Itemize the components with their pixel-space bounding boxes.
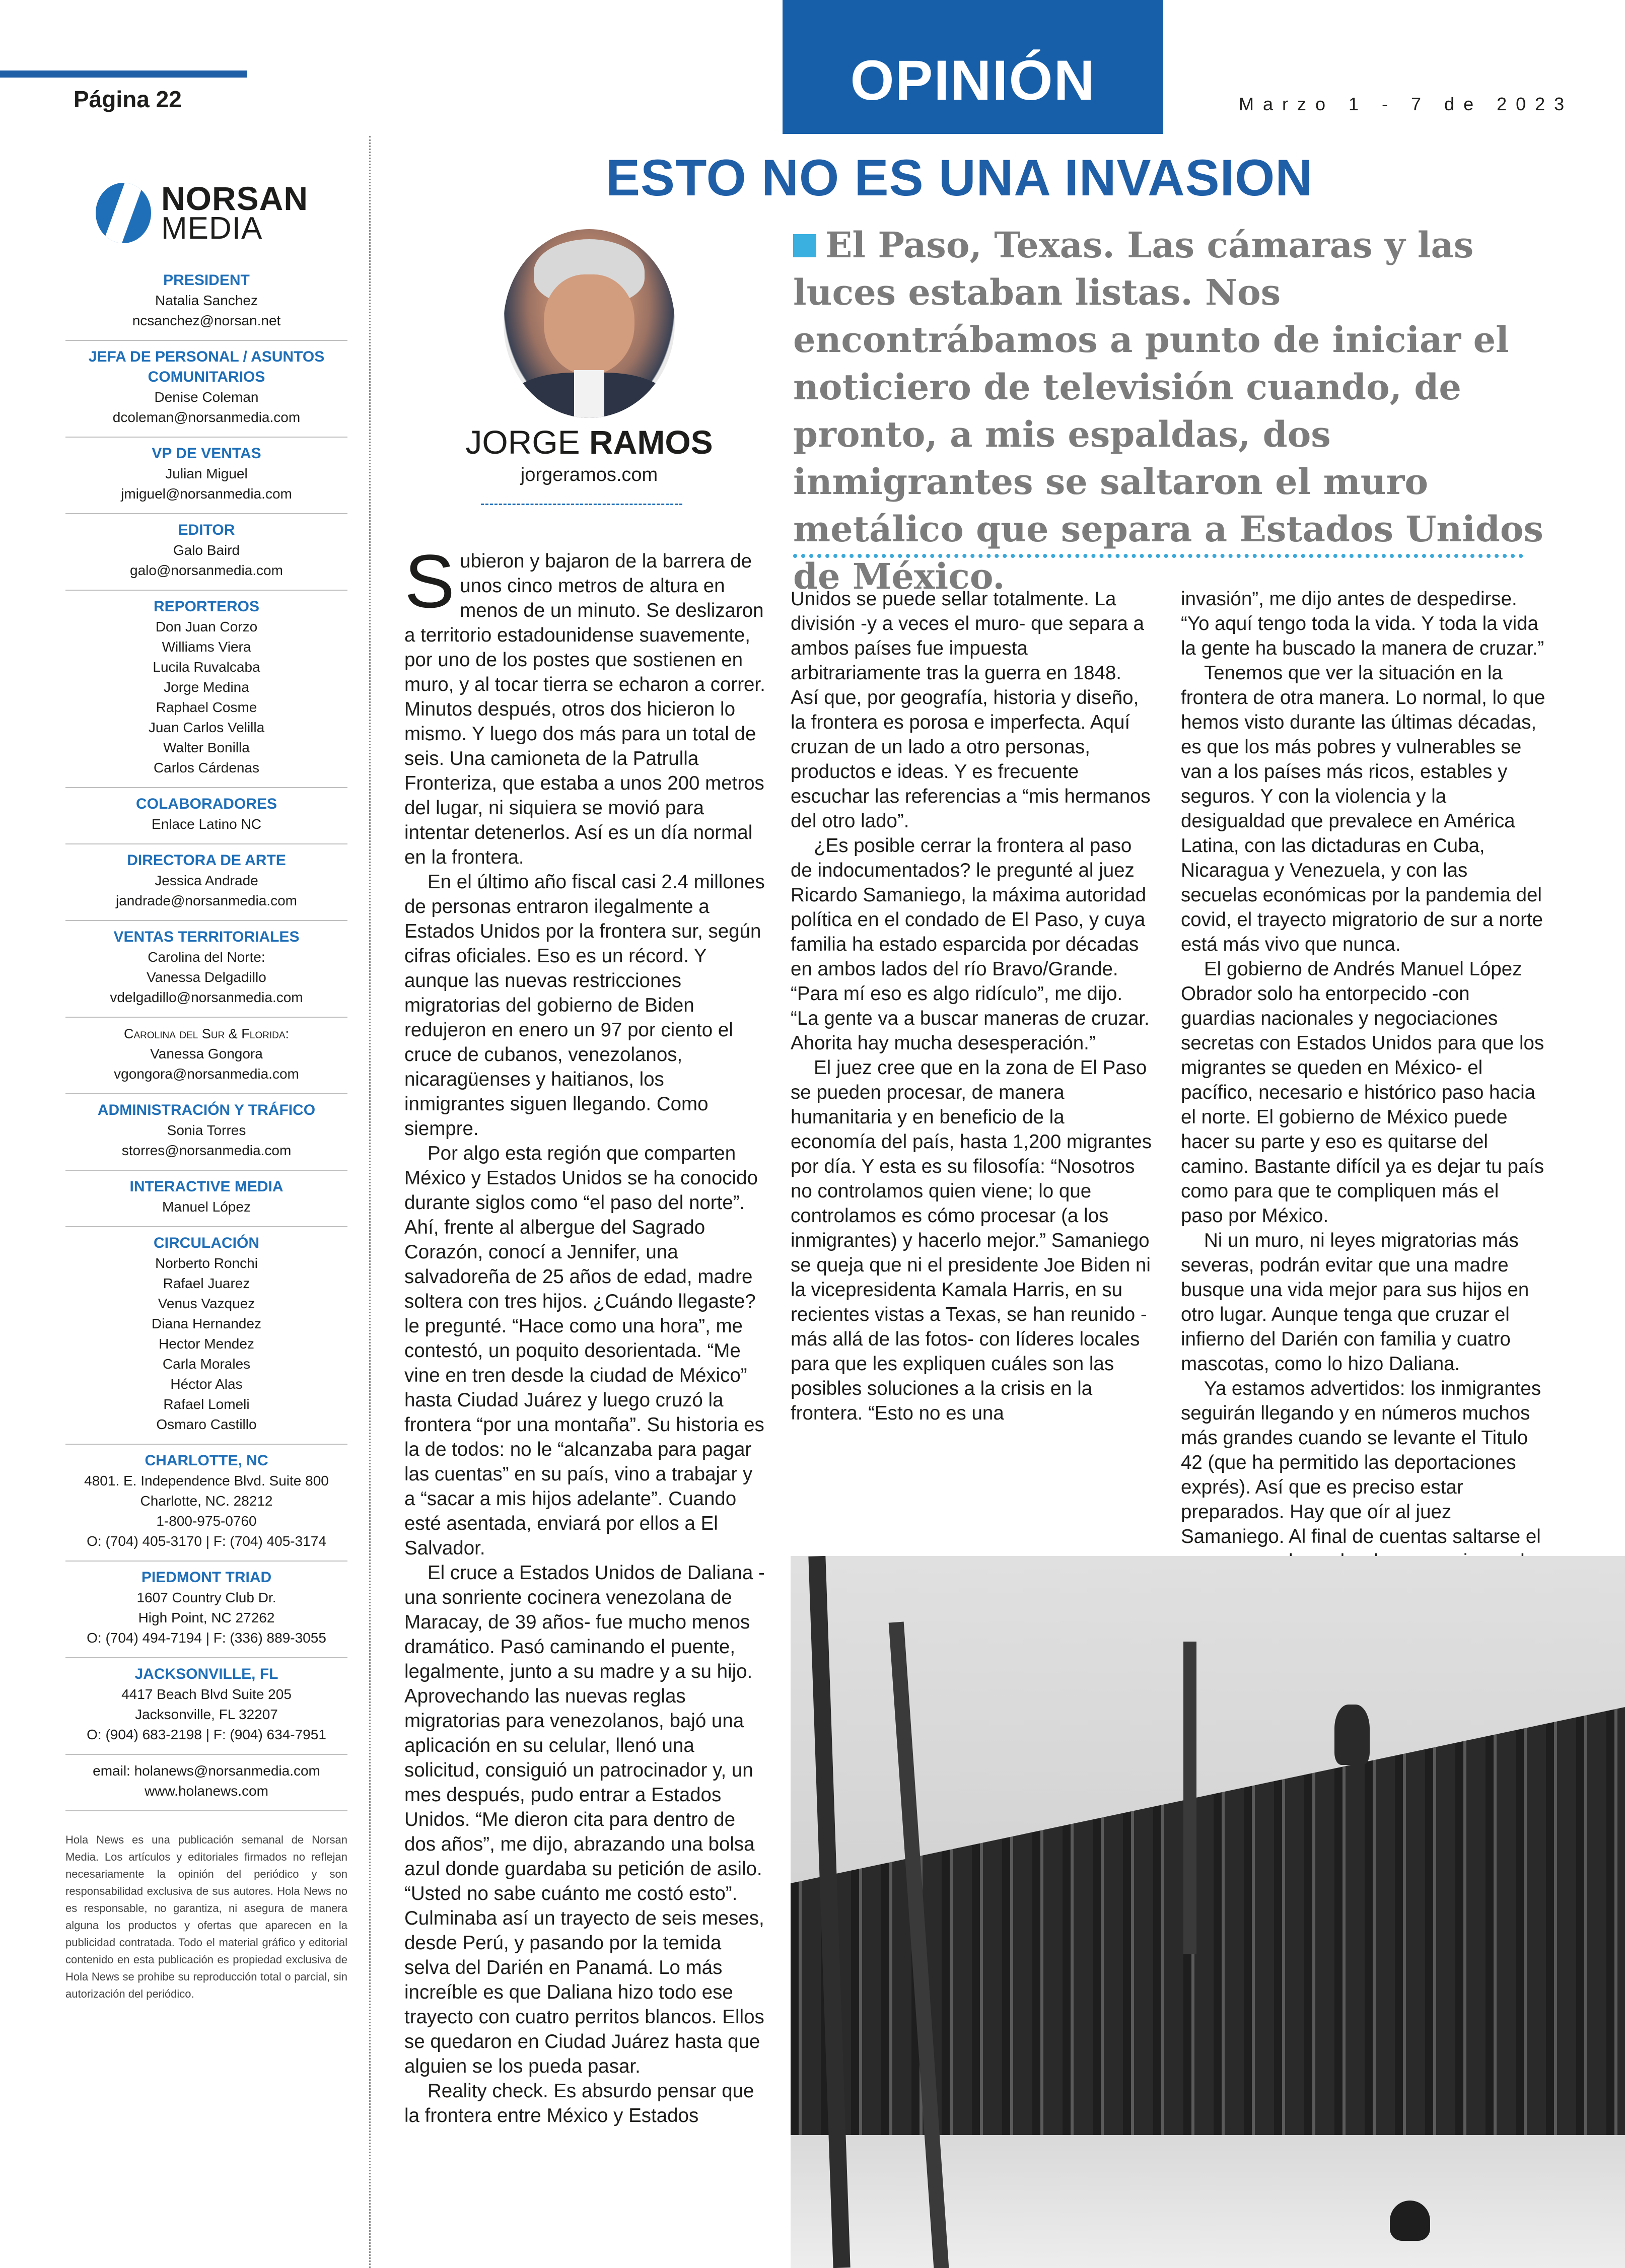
- staff-heading: VP DE VENTAS: [152, 445, 261, 462]
- staff-block: [65, 1094, 347, 1171]
- staff-line: 1-800-975-0760: [156, 1513, 257, 1529]
- staff-line: Rafael Juarez: [163, 1275, 250, 1291]
- staff-line: Carlos Cárdenas: [153, 760, 260, 775]
- deck-square-icon: [793, 234, 816, 257]
- staff-line: Raphael Cosme: [156, 699, 257, 715]
- staff-line: High Point, NC 27262: [138, 1610, 275, 1625]
- staff-line: Carla Morales: [162, 1356, 251, 1372]
- section-label: OPINIÓN: [850, 49, 1096, 112]
- crouching-person-figure: [1390, 2201, 1430, 2241]
- masthead-sidebar: [65, 179, 347, 2003]
- author-photo: [504, 229, 675, 418]
- issue-date: Marzo 1 - 7 de 2023: [1239, 94, 1574, 114]
- sidebar-divider: [369, 136, 371, 2268]
- staff-block: [65, 264, 347, 341]
- staff-line: O: (704) 494-7194 | F: (336) 889-3055: [87, 1630, 326, 1646]
- author-first-name: JORGE: [465, 423, 580, 461]
- article-paragraph: [404, 539, 767, 870]
- staff-line: storres@norsanmedia.com: [121, 1143, 292, 1158]
- logo-word-secondary: MEDIA: [161, 211, 263, 246]
- staff-line: Diana Hernandez: [152, 1316, 261, 1331]
- staff-block: [65, 514, 347, 591]
- staff-line: Jorge Medina: [164, 679, 249, 695]
- paragraph-text: ubieron y bajaron de la barrera de unos cinco metros de altura en menos de un minuto. Se deslizaron a territorio estadounidense suavemente, por uno de los postes que sostienen en muro, y al tocar tierra se echaron a correr. Minutos después, otros dos hicieron lo mismo. Y luego dos más para un total de seis. Una camioneta de la Patrulla Fronteriza, que estaba a unos 200 metros del lugar, ni siquiera se movió para intentar detenerlos. Así es un día normal en la frontera.: [404, 550, 765, 868]
- staff-heading: DIRECTORA DE ARTE: [127, 852, 286, 869]
- staff-line: 1607 Country Club Dr.: [136, 1590, 276, 1605]
- staff-heading: REPORTEROS: [153, 598, 260, 615]
- headline: ESTO NO ES UNA INVASION: [606, 149, 1313, 206]
- staff-line: Charlotte, NC. 28212: [140, 1493, 273, 1509]
- article-paragraph: Ni un muro, ni leyes migratorias más severas, podrán evitar que una madre busque una vida mejor para sus hijos en otro lugar. Aunque tenga que cruzar el infierno del Darién con familia y cuatro mascotas, como lo hizo Daliana.: [1181, 1230, 1529, 1375]
- staff-heading: PRESIDENT: [163, 272, 250, 289]
- staff-block: [65, 921, 347, 1018]
- author-divider: [481, 504, 682, 505]
- staff-line: dcoleman@norsanmedia.com: [112, 409, 301, 425]
- logo-word: NORSAN: [161, 180, 309, 217]
- staff-line: Vanessa Gongora: [150, 1046, 263, 1061]
- article-column-2: [791, 587, 1153, 1426]
- staff-line: Jacksonville, FL 32207: [135, 1707, 278, 1722]
- staff-line: Walter Bonilla: [163, 740, 250, 755]
- staff-heading: Carolina del Sur & Florida:: [123, 1026, 290, 1041]
- staff-line: Norberto Ronchi: [155, 1255, 258, 1271]
- staff-line: Hector Mendez: [159, 1336, 254, 1352]
- staff-line: Sonia Torres: [167, 1122, 246, 1138]
- staff-line: jandrade@norsanmedia.com: [116, 893, 297, 908]
- article-paragraph: Reality check. Es absurdo pensar que la frontera entre México y Estados: [404, 2080, 754, 2127]
- staff-line: Rafael Lomeli: [163, 1396, 250, 1412]
- staff-heading: PIEDMONT TRIAD: [141, 1569, 272, 1586]
- staff-heading: VENTAS TERRITORIALES: [113, 929, 300, 945]
- staff-block: [65, 1018, 347, 1094]
- staff-line: 4417 Beach Blvd Suite 205: [121, 1686, 292, 1702]
- staff-line: Enlace Latino NC: [152, 816, 261, 832]
- staff-line: Lucila Ruvalcaba: [153, 659, 260, 675]
- staff-line: O: (904) 683-2198 | F: (904) 634-7951: [87, 1727, 326, 1742]
- deck-rule: [793, 554, 1523, 558]
- author-last-name: RAMOS: [589, 423, 713, 461]
- staff-line: Osmaro Castillo: [156, 1416, 257, 1432]
- staff-heading: EDITOR: [178, 522, 235, 538]
- staff-line: vdelgadillo@norsanmedia.com: [110, 989, 303, 1005]
- staff-line: jmiguel@norsanmedia.com: [121, 486, 292, 502]
- article-paragraph: invasión”, me dijo antes de despedirse. “Yo aquí tengo toda la vida. Y toda la vida la gente ha buscado la manera de cruzar.”: [1181, 588, 1544, 659]
- article-paragraph: El gobierno de Andrés Manuel López Obrador solo ha entorpecido -con guardias nacionales y negociaciones secretas con Estados Unidos para que los migrantes se queden en México- el pacífico, necesario e histórico paso hacia el norte. El gobierno de México puede hacer su parte y eso es quitarse del camino. Bastante difícil ya es dejar tu país como para que te compliquen más el paso por México.: [1181, 958, 1544, 1227]
- staff-line: 4801. E. Independence Blvd. Suite 800: [84, 1473, 329, 1489]
- norsan-logo: [65, 179, 347, 249]
- staff-line: Jessica Andrade: [155, 873, 258, 888]
- staff-heading: JEFA DE PERSONAL / ASUNTOS COMUNITARIOS: [88, 348, 325, 385]
- staff-heading: COLABORADORES: [135, 796, 277, 812]
- staff-heading: INTERACTIVE MEDIA: [129, 1178, 284, 1195]
- article-paragraph: Por algo esta región que comparten México y Estados Unidos se ha conocido durante siglos como “el paso del norte”. Ahí, frente al albergue del Sagrado Corazón, conocí a Jennifer, una salvadoreña de 25 años de edad, madre soltera con tres hijos. ¿Cuándo llegaste? le pregunté. “Hace como una hora”, me contestó, un poquito desorientada. “Me vine en tren desde la ciudad de México” hasta Ciudad Juárez y luego cruzó la frontera “por una montaña”. Su historia es la de todos: no le “alcanzaba para pagar las cuentas” en su país, vino a trabajar y a “sacar a mis hijos adelante”. Cuando esté asentada, enviará por ellos a El Salvador.: [404, 1143, 764, 1559]
- staff-heading: CHARLOTTE, NC: [145, 1452, 268, 1469]
- staff-block: [65, 1562, 347, 1658]
- staff-line: email: holanews@norsanmedia.com: [93, 1763, 320, 1779]
- article-column-1: [404, 539, 767, 2128]
- staff-line: Don Juan Corzo: [155, 619, 258, 634]
- article-column-3: [1181, 587, 1546, 1598]
- staff-line: Vanessa Delgadillo: [147, 969, 266, 985]
- article-paragraph: El cruce a Estados Unidos de Daliana -una sonriente cocinera venezolana de Maracay, de 39 años- fue mucho menos dramático. Pasó caminando el puente, legalmente, junto a su madre y a su hijo. Aprovechando las nuevas reglas migratorias para venezolanos, bajó una aplicación en su celular, llenó una solicitud, consiguió un patrocinador y, un mes después, pudo entrar a Estados Unidos. “Me dieron cita para dentro de dos años”, me dijo, abrazando una bolsa azul donde guardaba su petición de asilo. “Usted no sabe cuánto me costó esto”. Culminaba así un trayecto de seis meses, desde Perú, y pasando por la temida selva del Darién en Panamá. Lo más increíble es que Daliana hizo todo ese trayecto con cuatro perritos blancos. Ellos se quedaron en Ciudad Juárez hasta que alguien se los pueda pasar.: [404, 1562, 765, 2077]
- staff-block: [65, 591, 347, 788]
- staff-heading: ADMINISTRACIÓN Y TRÁFICO: [97, 1102, 316, 1118]
- disclaimer: Hola News es una publicación semanal de Norsan Media. Los artículos y editoriales firmados no reflejan necesariamente la opinión del periódico y son responsabilidad exclusiva de sus autores. Hola News no es responsable, no garantiza, ni asegura de manera alguna los productos y ofertas que aparecen en la publicidad contratada. Todo el material gráfico y editorial contenido en esta publicación es propiedad exclusiva de Hola News se prohibe su reproducción total o parcial, sin autorización del periódico.: [65, 1833, 347, 2000]
- dropcap: S: [404, 539, 455, 623]
- staff-line: Denise Coleman: [154, 389, 259, 405]
- staff-line: O: (704) 405-3170 | F: (704) 405-3174: [87, 1533, 326, 1549]
- article-paragraph: Ya estamos advertidos: los inmigrantes seguirán llegando y en números muchos más grandes cuando se levante el Titulo 42 (que ha permitido las deportaciones exprés). Así que es preciso estar preparados. Hay que oír al juez Samaniego. Al final de cuentas saltarse el: [1181, 1378, 1541, 1547]
- staff-block: [65, 1171, 347, 1227]
- article-paragraph: El juez cree que en la zona de El Paso se pueden procesar, de manera humanitaria y en beneficio de la economía del país, hasta 1,200 migrantes por día. Y esta es su filosofía: “Nosotros no controlamos quien viene; lo que controlamos es cómo procesar (a los inmigrantes) y hacerlo mejor.” Samaniego se queja que ni el presidente Joe Biden ni la vicepresidenta Kamala Harris, en su recientes vistas a Texas, se han reunido -más allá de las fotos- con líderes locales para que les expliquen cuáles son las posibles soluciones a la crisis en la frontera. “Esto no es una: [791, 1057, 1152, 1424]
- staff-line: Juan Carlos Velilla: [148, 720, 265, 735]
- article-paragraph: Tenemos que ver la situación en la frontera de otra manera. Lo normal, lo que hemos visto durante las últimas décadas, es que los más pobres y vulnerables se van a los países más ricos, estables y seguros. Y con la violencia y la desigualdad que prevalece en América Latina, con las dictaduras en Cuba, Nicaragua y Venezuela, y con las secuelas económicas por la pandemia del covid, el trayecto migratorio de sur a norte está más vivo que nunca.: [1181, 662, 1545, 955]
- staff-list: [65, 264, 347, 1811]
- staff-line: Carolina del Norte:: [148, 949, 265, 965]
- staff-line: galo@norsanmedia.com: [130, 562, 283, 578]
- staff-line: www.holanews.com: [145, 1783, 268, 1799]
- deck-text: El Paso, Texas. Las cámaras y las luces estaban listas. Nos encontrábamos a punto de iniciar el noticiero de televisión cuando, de pronto, a mis espaldas, dos inmigrantes se saltaron el muro metálico que separa a Estados Unidos de México.: [793, 224, 1543, 597]
- staff-block: [65, 1755, 347, 1811]
- staff-line: Héctor Alas: [170, 1376, 243, 1392]
- page-number: Página 22: [74, 86, 182, 112]
- staff-line: Natalia Sanchez: [155, 293, 258, 308]
- staff-block: [65, 1227, 347, 1445]
- norsan-logo-icon: [96, 183, 151, 243]
- staff-block: [65, 438, 347, 514]
- author-name: [403, 423, 775, 461]
- author-website: jorgeramos.com: [520, 464, 658, 485]
- staff-line: Williams Viera: [162, 639, 251, 655]
- staff-block: [65, 788, 347, 844]
- article-paragraph: En el último año fiscal casi 2.4 millones de personas entraron ilegalmente a Estados Unidos por la frontera sur, según cifras oficiales. Eso es un récord. Y aunque las nuevas restricciones migratorias del gobierno de Biden redujeron en enero un 97 por ciento el cruce de cubanos, venezolanos, nicaragüenses y haitianos, los inmigrantes siguen llegando. Como siempre.: [404, 871, 765, 1140]
- staff-line: Julian Miguel: [165, 466, 248, 481]
- staff-line: Manuel López: [162, 1199, 251, 1215]
- staff-block: [65, 844, 347, 921]
- article-paragraph: Unidos se puede sellar totalmente. La división -y a veces el muro- que separa a ambos países fue impuesta arbitrariamente tras la guerra en 1848. Así que, por geografía, historia y diseño, la frontera es porosa e imperfecta. Aquí cruzan de un lado a otro personas, productos e ideas. Y es frecuente escuchar las referencias a “mis hermanos del otro lado”.: [791, 588, 1151, 832]
- article-paragraph: ¿Es posible cerrar la frontera al paso de indocumentados? le pregunté al juez Ricardo Samaniego, la máxima autoridad política en el condado de El Paso, y cuya familia ha estado esparcida por décadas en ambos lados del río Bravo/Grande. “Para mí eso es algo ridículo”, me dijo. “La gente va a buscar maneras de cruzar. Ahorita hay mucha desesperación.”: [791, 835, 1150, 1054]
- staff-heading: CIRCULACIÓN: [154, 1235, 259, 1251]
- staff-line: Venus Vazquez: [158, 1296, 255, 1311]
- staff-line: Galo Baird: [173, 542, 240, 558]
- staff-line: ncsanchez@norsan.net: [132, 313, 281, 328]
- border-wall-photo: [791, 1556, 1625, 2268]
- staff-heading: JACKSONVILLE, FL: [134, 1666, 278, 1682]
- climbing-person-figure: [1334, 1705, 1370, 1765]
- staff-line: vgongora@norsanmedia.com: [114, 1066, 299, 1082]
- article-deck: [793, 222, 1553, 600]
- staff-block: [65, 341, 347, 438]
- top-rule: [0, 70, 247, 78]
- staff-block: [65, 1445, 347, 1562]
- staff-block: [65, 1658, 347, 1755]
